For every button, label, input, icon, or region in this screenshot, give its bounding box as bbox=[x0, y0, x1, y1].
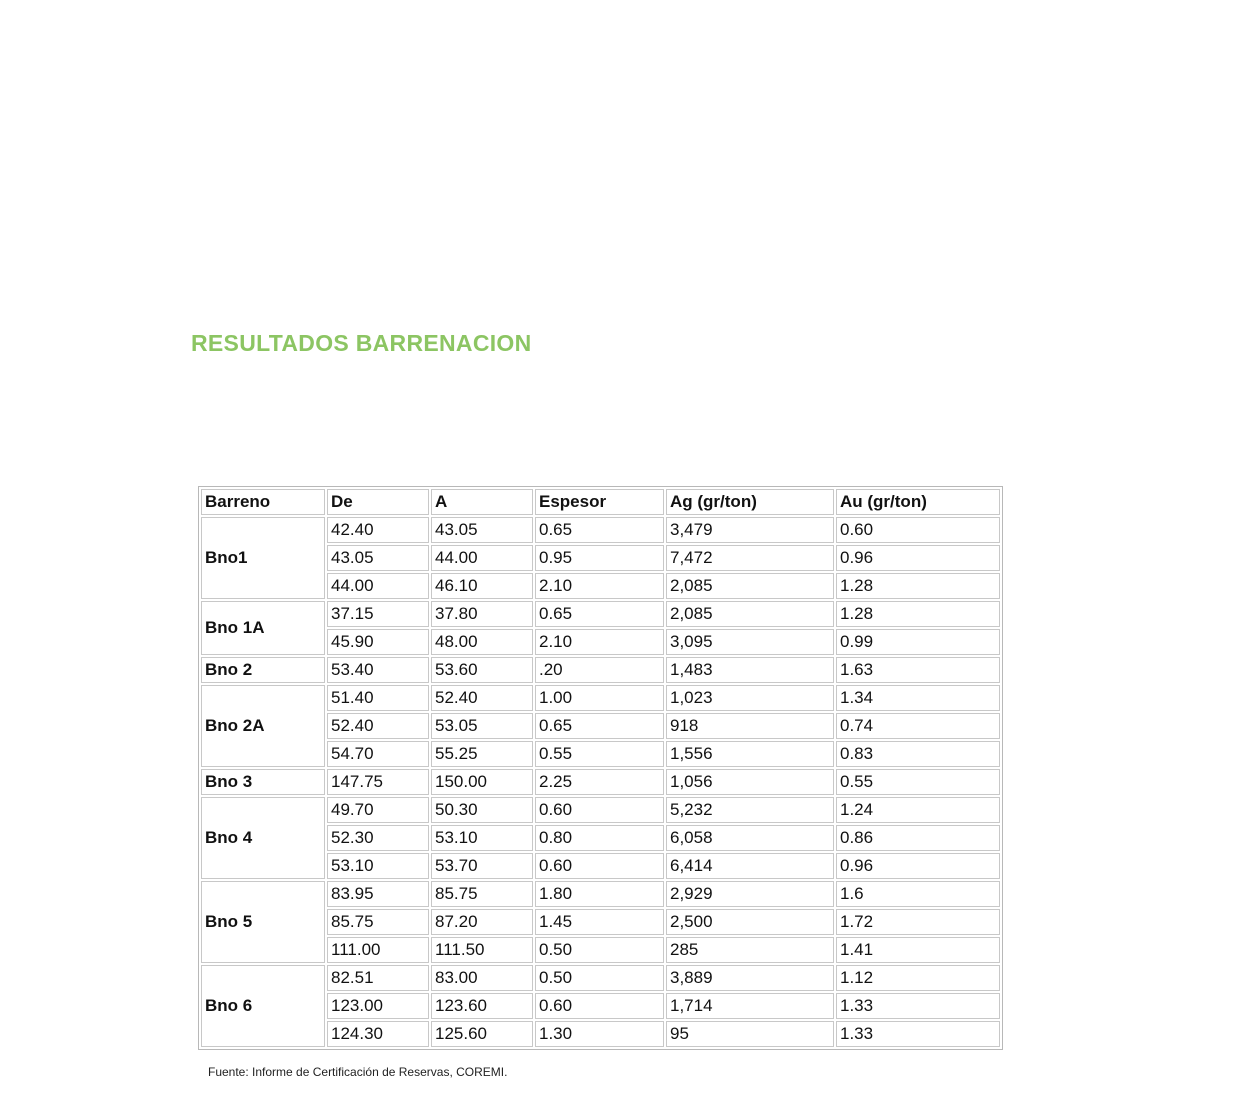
results-table-container bbox=[198, 486, 1003, 1050]
cell-a: 43.05 bbox=[431, 517, 533, 543]
header-au: Au (gr/ton) bbox=[836, 489, 1000, 515]
cell-au: 0.74 bbox=[836, 713, 1000, 739]
cell-a: 53.60 bbox=[431, 657, 533, 683]
cell-au: 0.60 bbox=[836, 517, 1000, 543]
cell-a: 125.60 bbox=[431, 1021, 533, 1047]
cell-ag: 2,500 bbox=[666, 909, 834, 935]
cell-de: 53.10 bbox=[327, 853, 429, 879]
table-body bbox=[201, 517, 1000, 1047]
header-ag: Ag (gr/ton) bbox=[666, 489, 834, 515]
cell-ag: 1,023 bbox=[666, 685, 834, 711]
cell-ag: 285 bbox=[666, 937, 834, 963]
cell-a: 150.00 bbox=[431, 769, 533, 795]
cell-de: 42.40 bbox=[327, 517, 429, 543]
cell-a: 53.70 bbox=[431, 853, 533, 879]
cell-au: 1.34 bbox=[836, 685, 1000, 711]
header-a: A bbox=[431, 489, 533, 515]
header-barreno: Barreno bbox=[201, 489, 325, 515]
cell-ag: 1,056 bbox=[666, 769, 834, 795]
header-espesor: Espesor bbox=[535, 489, 664, 515]
cell-espesor: 1.80 bbox=[535, 881, 664, 907]
cell-barreno: Bno 2 bbox=[201, 657, 325, 683]
cell-au: 1.72 bbox=[836, 909, 1000, 935]
cell-ag: 1,483 bbox=[666, 657, 834, 683]
cell-au: 1.63 bbox=[836, 657, 1000, 683]
table-row bbox=[201, 517, 1000, 543]
cell-a: 46.10 bbox=[431, 573, 533, 599]
cell-ag: 95 bbox=[666, 1021, 834, 1047]
cell-espesor: 2.10 bbox=[535, 573, 664, 599]
cell-a: 55.25 bbox=[431, 741, 533, 767]
cell-ag: 2,929 bbox=[666, 881, 834, 907]
cell-de: 147.75 bbox=[327, 769, 429, 795]
cell-au: 1.12 bbox=[836, 965, 1000, 991]
cell-a: 123.60 bbox=[431, 993, 533, 1019]
cell-barreno: Bno 6 bbox=[201, 965, 325, 1047]
cell-au: 0.99 bbox=[836, 629, 1000, 655]
cell-au: 1.28 bbox=[836, 601, 1000, 627]
cell-ag: 6,058 bbox=[666, 825, 834, 851]
cell-ag: 7,472 bbox=[666, 545, 834, 571]
cell-espesor: .20 bbox=[535, 657, 664, 683]
cell-de: 52.40 bbox=[327, 713, 429, 739]
cell-espesor: 0.60 bbox=[535, 797, 664, 823]
cell-a: 53.05 bbox=[431, 713, 533, 739]
drilling-results-table bbox=[198, 486, 1003, 1050]
cell-au: 1.33 bbox=[836, 1021, 1000, 1047]
cell-ag: 2,085 bbox=[666, 601, 834, 627]
cell-espesor: 2.25 bbox=[535, 769, 664, 795]
cell-de: 51.40 bbox=[327, 685, 429, 711]
source-note: Fuente: Informe de Certificación de Reservas, COREMI. bbox=[208, 1065, 508, 1079]
cell-espesor: 1.30 bbox=[535, 1021, 664, 1047]
cell-espesor: 0.50 bbox=[535, 965, 664, 991]
cell-au: 1.28 bbox=[836, 573, 1000, 599]
cell-au: 1.33 bbox=[836, 993, 1000, 1019]
cell-barreno: Bno 5 bbox=[201, 881, 325, 963]
cell-de: 54.70 bbox=[327, 741, 429, 767]
cell-de: 83.95 bbox=[327, 881, 429, 907]
cell-a: 53.10 bbox=[431, 825, 533, 851]
cell-ag: 3,889 bbox=[666, 965, 834, 991]
table-row bbox=[201, 965, 1000, 991]
cell-espesor: 0.80 bbox=[535, 825, 664, 851]
cell-ag: 5,232 bbox=[666, 797, 834, 823]
cell-au: 1.6 bbox=[836, 881, 1000, 907]
cell-de: 82.51 bbox=[327, 965, 429, 991]
cell-ag: 1,556 bbox=[666, 741, 834, 767]
table-row bbox=[201, 601, 1000, 627]
cell-espesor: 0.65 bbox=[535, 517, 664, 543]
cell-de: 52.30 bbox=[327, 825, 429, 851]
cell-au: 1.24 bbox=[836, 797, 1000, 823]
cell-a: 85.75 bbox=[431, 881, 533, 907]
cell-au: 0.96 bbox=[836, 545, 1000, 571]
table-row bbox=[201, 797, 1000, 823]
cell-ag: 3,479 bbox=[666, 517, 834, 543]
cell-au: 0.55 bbox=[836, 769, 1000, 795]
cell-barreno: Bno 3 bbox=[201, 769, 325, 795]
cell-ag: 918 bbox=[666, 713, 834, 739]
cell-au: 0.83 bbox=[836, 741, 1000, 767]
header-de: De bbox=[327, 489, 429, 515]
table-header-row bbox=[201, 489, 1000, 515]
cell-de: 124.30 bbox=[327, 1021, 429, 1047]
cell-de: 43.05 bbox=[327, 545, 429, 571]
table-row bbox=[201, 769, 1000, 795]
cell-a: 48.00 bbox=[431, 629, 533, 655]
cell-espesor: 0.65 bbox=[535, 601, 664, 627]
cell-espesor: 0.60 bbox=[535, 853, 664, 879]
cell-au: 1.41 bbox=[836, 937, 1000, 963]
cell-de: 111.00 bbox=[327, 937, 429, 963]
cell-de: 123.00 bbox=[327, 993, 429, 1019]
cell-a: 87.20 bbox=[431, 909, 533, 935]
cell-a: 83.00 bbox=[431, 965, 533, 991]
cell-a: 44.00 bbox=[431, 545, 533, 571]
cell-a: 37.80 bbox=[431, 601, 533, 627]
table-row bbox=[201, 881, 1000, 907]
cell-de: 85.75 bbox=[327, 909, 429, 935]
cell-de: 49.70 bbox=[327, 797, 429, 823]
cell-de: 53.40 bbox=[327, 657, 429, 683]
cell-a: 52.40 bbox=[431, 685, 533, 711]
cell-de: 37.15 bbox=[327, 601, 429, 627]
cell-barreno: Bno 4 bbox=[201, 797, 325, 879]
cell-espesor: 0.95 bbox=[535, 545, 664, 571]
cell-barreno: Bno1 bbox=[201, 517, 325, 599]
table-row bbox=[201, 685, 1000, 711]
cell-espesor: 1.45 bbox=[535, 909, 664, 935]
cell-a: 111.50 bbox=[431, 937, 533, 963]
cell-barreno: Bno 2A bbox=[201, 685, 325, 767]
cell-espesor: 2.10 bbox=[535, 629, 664, 655]
cell-de: 45.90 bbox=[327, 629, 429, 655]
cell-au: 0.86 bbox=[836, 825, 1000, 851]
cell-de: 44.00 bbox=[327, 573, 429, 599]
cell-espesor: 0.50 bbox=[535, 937, 664, 963]
cell-au: 0.96 bbox=[836, 853, 1000, 879]
cell-a: 50.30 bbox=[431, 797, 533, 823]
cell-espesor: 0.55 bbox=[535, 741, 664, 767]
cell-ag: 3,095 bbox=[666, 629, 834, 655]
page-title: RESULTADOS BARRENACION bbox=[191, 330, 532, 356]
cell-espesor: 0.60 bbox=[535, 993, 664, 1019]
cell-espesor: 0.65 bbox=[535, 713, 664, 739]
cell-barreno: Bno 1A bbox=[201, 601, 325, 655]
cell-ag: 6,414 bbox=[666, 853, 834, 879]
cell-ag: 1,714 bbox=[666, 993, 834, 1019]
cell-espesor: 1.00 bbox=[535, 685, 664, 711]
cell-ag: 2,085 bbox=[666, 573, 834, 599]
table-row bbox=[201, 657, 1000, 683]
